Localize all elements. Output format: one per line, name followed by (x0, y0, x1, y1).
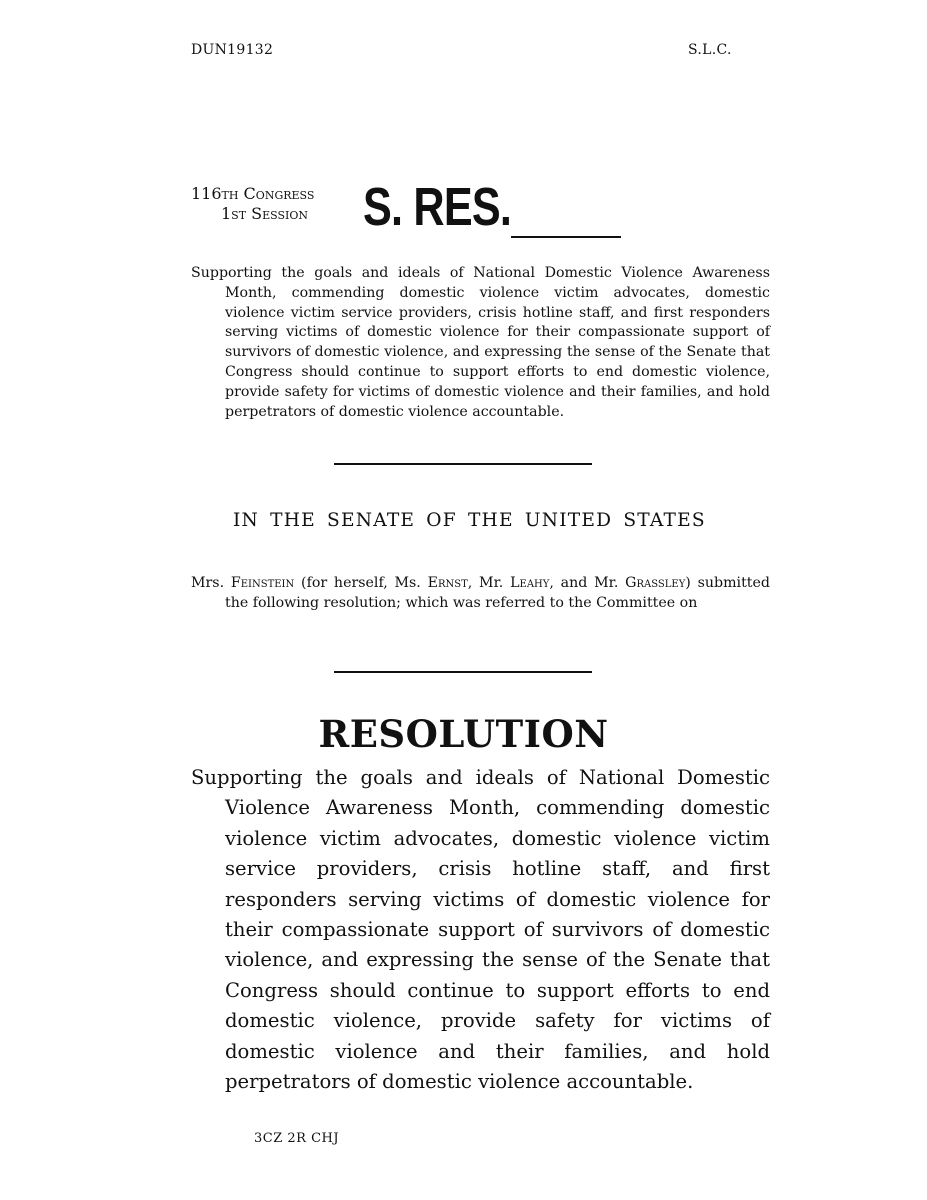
slc-label: S.L.C. (688, 42, 732, 58)
bill-number-blank (511, 234, 621, 238)
cosponsor-grassley: Grassley (625, 575, 686, 591)
divider-bottom (334, 671, 592, 673)
sponsor-tail: ) submitted the following resolution; which was referred to the Committee on (225, 575, 770, 611)
sponsor-title: Mrs. (191, 575, 225, 591)
session-number: 1st Session (221, 204, 308, 223)
chamber-heading: IN THE SENATE OF THE UNITED STATES (233, 510, 706, 531)
congress-number: 116th Congress (191, 184, 315, 203)
cosponsor-sep-1: , Mr. (467, 575, 504, 591)
resolution-heading: RESOLUTION (318, 712, 609, 756)
resolution-body: Supporting the goals and ideals of National Domestic Violence Awareness Month, commending domestic violence victim advocates, domestic violence victim service providers, crisis hotline staff, and first responders serving victims of domestic violence for their compassionate support of survivors of domestic violence, and expressing the sense of the Senate that Congress should continue to support efforts to end domestic violence, provide safety for victims of domestic violence and their families, and hold perpetrators of domestic violence accountable. (191, 766, 770, 1094)
sponsor-statement (191, 574, 770, 614)
cosponsor-leahy: Leahy (510, 575, 550, 591)
document-id: DUN19132 (191, 42, 274, 58)
sponsor-name: Feinstein (230, 575, 295, 591)
bill-type: S. RES. (363, 177, 512, 237)
cosponsor-sep-2: , and Mr. (549, 575, 619, 591)
cosponsors-intro: (for herself, Ms. (301, 575, 421, 591)
footer-code: 3CZ 2R CHJ (254, 1131, 340, 1146)
summary-title: Supporting the goals and ideals of National Domestic Violence Awareness Month, commending domestic violence victim advocates, domestic violence victim service providers, crisis hotline staff, and first responders serving victims of domestic violence for their compassionate support of survivors of domestic violence, and expressing the sense of the Senate that Congress should continue to support efforts to end domestic violence, provide safety for victims of domestic violence and their families, and hold perpetrators of domestic violence accountable. (191, 265, 770, 420)
cosponsor-ernst: Ernst (427, 575, 468, 591)
congress-session-block (191, 184, 314, 224)
divider-top (334, 463, 592, 465)
